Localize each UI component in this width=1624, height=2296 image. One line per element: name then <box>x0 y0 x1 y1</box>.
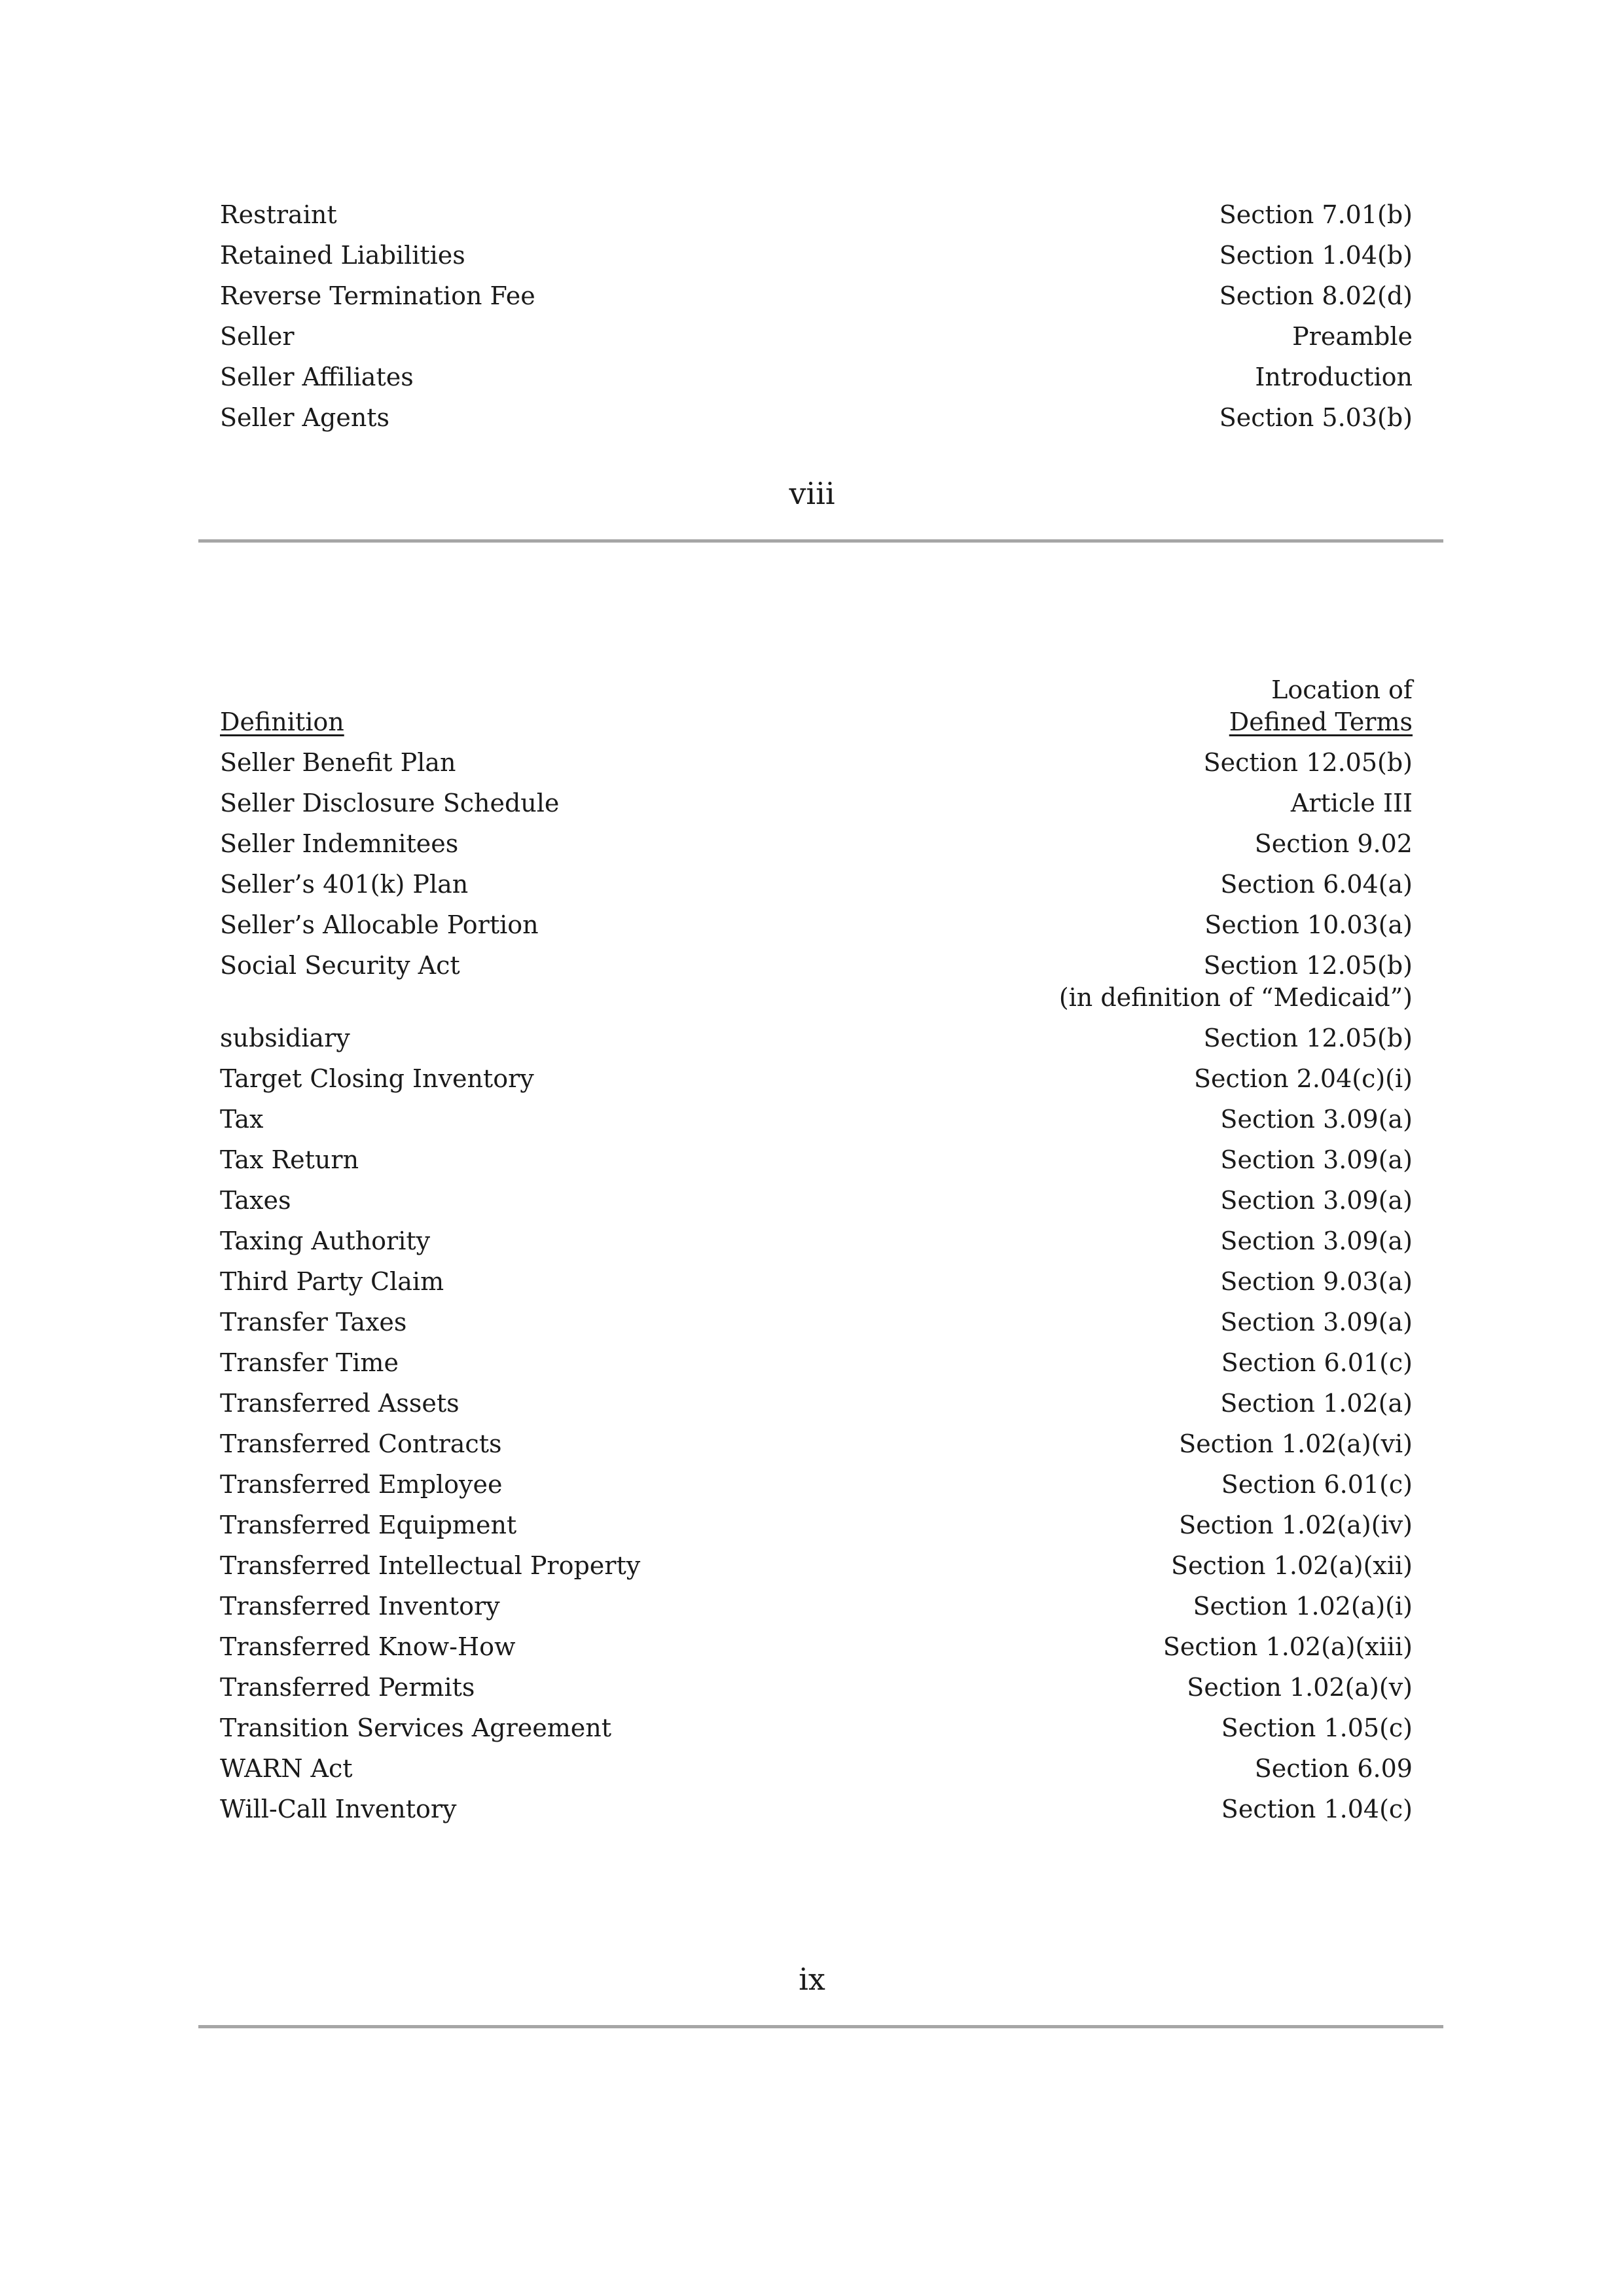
page-divider <box>198 539 1443 543</box>
defined-term: Seller Affiliates <box>220 363 414 391</box>
defined-term-row <box>220 1509 1413 1541</box>
defined-term-row <box>220 1590 1413 1623</box>
defined-term-row <box>220 199 1413 231</box>
term-location: Introduction <box>1255 363 1413 391</box>
term-location: Section 12.05(b) <box>1203 1024 1413 1052</box>
term-location: Section 8.02(d) <box>1219 281 1413 310</box>
term-location: Section 1.02(a)(vi) <box>1179 1429 1413 1458</box>
term-location: Section 1.02(a)(iv) <box>1179 1511 1413 1539</box>
term-location: Section 1.02(a)(xii) <box>1171 1551 1413 1580</box>
term-location: Article III <box>1290 789 1413 817</box>
defined-term: Transferred Equipment <box>220 1511 517 1539</box>
term-location: Section 6.01(c) <box>1221 1470 1413 1499</box>
defined-term-row <box>220 869 1413 901</box>
term-location: Section 3.09(a) <box>1220 1186 1413 1215</box>
defined-term: Seller’s Allocable Portion <box>220 910 539 939</box>
defined-term: Third Party Claim <box>220 1267 444 1296</box>
defined-term-row <box>220 1428 1413 1460</box>
defined-term: Social Security Act <box>220 951 460 980</box>
defined-term: Seller Agents <box>220 403 390 432</box>
defined-term-row <box>220 1144 1413 1176</box>
defined-term-row <box>220 1793 1413 1825</box>
defined-term-row <box>220 1225 1413 1257</box>
term-location: Section 2.04(c)(i) <box>1193 1064 1413 1093</box>
term-location: Section 1.02(a)(i) <box>1193 1592 1413 1621</box>
defined-term-row <box>220 747 1413 779</box>
defined-term: Tax <box>220 1105 264 1134</box>
defined-term-row <box>220 1185 1413 1217</box>
term-location: Section 7.01(b) <box>1219 200 1413 229</box>
location-header-line1: Location of <box>1271 675 1413 704</box>
defined-term-row <box>220 280 1413 312</box>
defined-term: Transfer Taxes <box>220 1308 407 1336</box>
defined-term-row <box>220 1550 1413 1582</box>
term-location: Section 1.04(b) <box>1219 241 1413 270</box>
defined-term-row <box>220 787 1413 819</box>
location-column-header <box>1229 674 1413 738</box>
defined-term-row <box>220 909 1413 941</box>
defined-term-row <box>220 402 1413 434</box>
defined-term-row <box>220 1266 1413 1298</box>
term-location: Preamble <box>1292 322 1413 351</box>
term-location: Section 3.09(a) <box>1220 1227 1413 1255</box>
defined-term-row <box>220 1712 1413 1744</box>
defined-term-row <box>220 321 1413 353</box>
defined-term-row <box>220 1306 1413 1338</box>
defined-term: Seller Indemnitees <box>220 829 459 858</box>
term-location: Section 5.03(b) <box>1219 403 1413 432</box>
page-number: viii <box>789 476 835 511</box>
term-location: Section 10.03(a) <box>1204 910 1413 939</box>
defined-term-row <box>220 1103 1413 1136</box>
defined-term: WARN Act <box>220 1754 353 1783</box>
definition-column-header: Definition <box>220 708 344 736</box>
defined-term: Transferred Inventory <box>220 1592 500 1621</box>
table-header <box>220 674 1413 738</box>
defined-term: Reverse Termination Fee <box>220 281 535 310</box>
term-location: Section 3.09(a) <box>1220 1308 1413 1336</box>
term-location: Section 3.09(a) <box>1220 1105 1413 1134</box>
term-location: Section 6.09 <box>1254 1754 1413 1783</box>
defined-term-row <box>220 361 1413 393</box>
defined-term-row <box>220 950 1413 1014</box>
term-location: Section 3.09(a) <box>1220 1145 1413 1174</box>
term-location: Section 6.04(a) <box>1220 870 1413 899</box>
defined-term: Target Closing Inventory <box>220 1064 534 1093</box>
defined-term: Transferred Assets <box>220 1389 460 1418</box>
defined-term: Transferred Know-How <box>220 1632 516 1661</box>
defined-term: Seller Disclosure Schedule <box>220 789 560 817</box>
term-location-note: (in definition of “Medicaid”) <box>1058 983 1413 1012</box>
defined-term: Restraint <box>220 200 337 229</box>
term-location: Section 1.02(a) <box>1220 1389 1413 1418</box>
defined-term: Seller’s 401(k) Plan <box>220 870 469 899</box>
defined-term-row <box>220 1388 1413 1420</box>
defined-terms-list-bottom <box>220 674 1413 1834</box>
defined-term-row <box>220 1753 1413 1785</box>
defined-term-row <box>220 1063 1413 1095</box>
defined-term: Retained Liabilities <box>220 241 465 270</box>
defined-term: Transferred Permits <box>220 1673 475 1702</box>
term-location: Section 1.02(a)(v) <box>1187 1673 1413 1702</box>
defined-term: Transfer Time <box>220 1348 399 1377</box>
defined-term: Seller <box>220 322 295 351</box>
defined-term: Transition Services Agreement <box>220 1713 611 1742</box>
defined-term: Tax Return <box>220 1145 359 1174</box>
term-location: Section 1.02(a)(xiii) <box>1163 1632 1413 1661</box>
defined-term-row <box>220 828 1413 860</box>
term-location: Section 9.03(a) <box>1220 1267 1413 1296</box>
term-location: Section 1.04(c) <box>1221 1795 1413 1823</box>
term-location <box>1059 950 1413 1014</box>
term-location-section: Section 12.05(b) <box>1203 951 1413 980</box>
location-header-line2: Defined Terms <box>1229 708 1413 736</box>
defined-term-row <box>220 1347 1413 1379</box>
defined-term: Transferred Employee <box>220 1470 503 1499</box>
defined-term-row <box>220 1631 1413 1663</box>
term-location: Section 6.01(c) <box>1221 1348 1413 1377</box>
defined-terms-list-top <box>220 199 1413 442</box>
defined-term: Taxes <box>220 1186 291 1215</box>
defined-term: Will-Call Inventory <box>220 1795 457 1823</box>
defined-term: Transferred Contracts <box>220 1429 502 1458</box>
page-divider <box>198 2025 1443 2028</box>
term-location: Section 12.05(b) <box>1203 748 1413 777</box>
defined-term-row <box>220 240 1413 272</box>
defined-term: subsidiary <box>220 1024 350 1052</box>
page-number: ix <box>799 1962 825 1997</box>
defined-term-row <box>220 1022 1413 1054</box>
defined-term: Taxing Authority <box>220 1227 431 1255</box>
defined-term-row <box>220 1469 1413 1501</box>
term-location: Section 1.05(c) <box>1221 1713 1413 1742</box>
defined-term-row <box>220 1672 1413 1704</box>
term-location: Section 9.02 <box>1254 829 1413 858</box>
defined-term: Seller Benefit Plan <box>220 748 456 777</box>
defined-term: Transferred Intellectual Property <box>220 1551 641 1580</box>
